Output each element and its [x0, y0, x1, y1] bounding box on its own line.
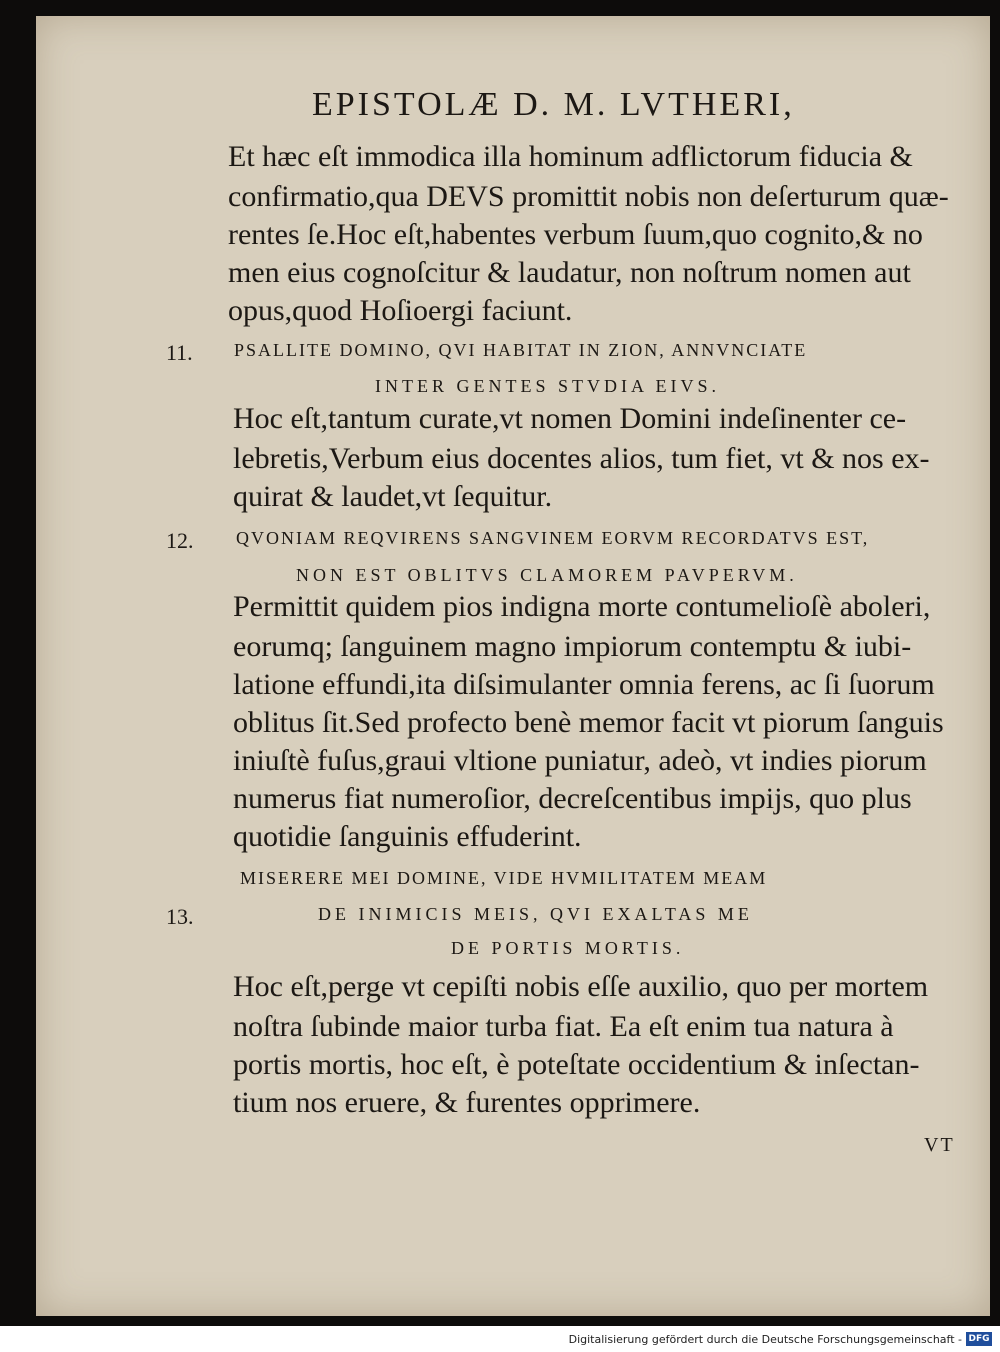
- text-line: iniuſtè fuſus,graui vltione puniatur, adeò, vt indies piorum: [233, 744, 927, 777]
- text-line: eorumq; ſanguinem magno impiorum contemptu & iubi-: [233, 630, 912, 663]
- text-line: noſtra ſubinde maior turba fiat. Ea eſt enim tua natura à: [233, 1010, 894, 1043]
- verse-number: 11.: [166, 340, 193, 365]
- verse-text: DE PORTIS MORTIS.: [451, 938, 685, 958]
- verse-text: MISERERE MEI DOMINE, VIDE HVMILITATEM MEAM: [240, 868, 768, 888]
- text-line: men eius cognoſcitur & laudatur, non noſtrum nomen aut: [228, 256, 911, 289]
- verse-number: 13.: [166, 904, 194, 929]
- verse-text: INTER GENTES STVDIA EIVS.: [375, 376, 720, 396]
- text-line: tium nos eruere, & furentes opprimere.: [233, 1086, 701, 1119]
- text-line: lebretis,Verbum eius docentes alios, tum fiet, vt & nos ex-: [233, 442, 930, 475]
- catchword: VT: [924, 1134, 955, 1156]
- verse-text: PSALLITE DOMINO, QVI HABITAT IN ZION, ANNVNCIATE: [234, 340, 808, 360]
- text-line: latione effundi,ita diſsimulanter omnia ferens, ac ſi ſuorum: [233, 668, 935, 701]
- text-line: portis mortis, hoc eſt, è poteſtate occidentium & inſectan-: [233, 1048, 920, 1081]
- verse-text: DE INIMICIS MEIS, QVI EXALTAS ME: [318, 904, 753, 924]
- text-line: opus,quod Hoſioergi faciunt.: [228, 294, 573, 327]
- funding-credit: Digitalisierung gefördert durch die Deutsche Forschungsgemeinschaft -: [568, 1333, 962, 1346]
- text-line: quotidie ſanguinis effuderint.: [233, 820, 582, 853]
- text-line: Permittit quidem pios indigna morte contumelioſè aboleri,: [233, 590, 931, 623]
- text-line: quirat & laudet,vt ſequitur.: [233, 480, 553, 513]
- text-line: Et hæc eſt immodica illa hominum adflictorum fiducia &: [228, 140, 913, 173]
- text-line: confirmatio,qua DEVS promittit nobis non deſerturum quæ-: [228, 180, 949, 213]
- text-line: Hoc eſt,perge vt cepiſti nobis eſſe auxilio, quo per mortem: [233, 970, 929, 1003]
- text-line: oblitus ſit.Sed profecto benè memor facit vt piorum ſanguis: [233, 706, 944, 739]
- text-line: numerus fiat numeroſior, decreſcentibus impijs, quo plus: [233, 782, 912, 815]
- running-title: EPISTOLÆ D. M. LVTHERI,: [312, 86, 795, 123]
- verse-text: NON EST OBLITVS CLAMOREM PAVPERVM.: [296, 565, 798, 585]
- verse-number: 12.: [166, 528, 194, 553]
- text-line: Hoc eſt,tantum curate,vt nomen Domini indeſinenter ce-: [233, 402, 907, 435]
- dfg-logo: DFG: [966, 1332, 992, 1346]
- text-line: rentes ſe.Hoc eſt,habentes verbum ſuum,quo cognito,& no: [228, 218, 923, 251]
- verse-text: QVONIAM REQVIRENS SANGVINEM EORVM RECORDATVS EST,: [236, 528, 870, 548]
